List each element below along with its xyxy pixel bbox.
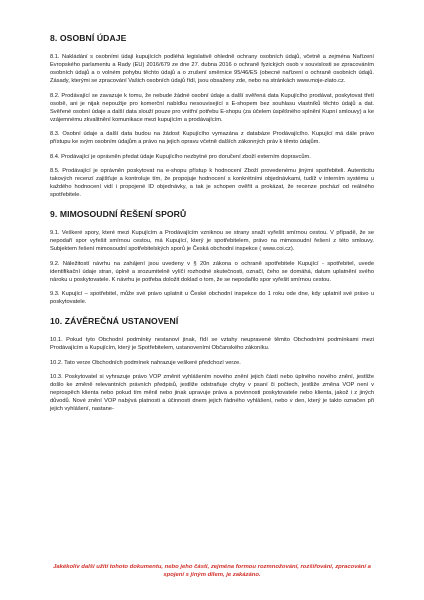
paragraph-8-4: 8.4. Prodávající je oprávněn předat údaje Kupujícího nezbytné pro doručení zboží externím dopravcům. bbox=[50, 153, 311, 160]
section-heading-final-provisions: 10. ZÁVĚREČNÁ USTANOVENÍ bbox=[50, 316, 179, 327]
paragraph-10-3: 10.3. Poskytovatel si vyhrazuje právo VOP změnit vyhlášením nového znění jejich částí nebo úplného nového znění, jestliže došlo ke změně relevantních právních předpisů, jestliže odstraňuje chyby v psaní či počtech, jestliže změna VOP není v neprospěch klienta nebo pokud tím měnil nebo jinak upravuje práva a povinnosti poskytovatele nebo klienta, jakož i z jiných důvodů. Nové znění VOP nabývá platnosti a účinnosti dnem jejich řádného vyhlášení, nebo v den, který je takto označen při jejich vyhlášení, nastane- bbox=[50, 373, 374, 413]
paragraph-9-1: 9.1. Veškeré spory, které mezi Kupujícím a Prodávajícím vzniknou se strany snaží vyřešit smírnou cestou. V případě, že se nepodaří spor vyřešit smírnou cestou, má Kupující, který je spotřebitelem, právo na mimosoudní řešení z této smlouvy. Subjektem řešení mimosoudní spotřebitelských sporů je Česká obchodní inspekce ( www.coi.cz). bbox=[50, 230, 374, 253]
paragraph-8-2: 8.2. Prodávající se zavazuje k tomu, že nebude žádné osobní údaje a další svěřená data Kupujícího prodávat, poskytovat třetí osobě, ani je nijak nepoužije pro komerční nabídku nesouvisející s E-shopem bez souhlasu vlastníků těchto údajů a dat. Svěřené osobní údaje a další data slouží pouze pro vnitřní potřebu E-shopu (za účelem úspěšného splnění Kupní smlouvy) a ke vzájemnému zkvalitnění komunikace mezi kupujícím a prodávajícím. bbox=[50, 92, 374, 123]
paragraph-9-3: 9.3. Kupující – spotřebitel, může své právo uplatnit u České obchodní inspekce do 1 roku ode dne, kdy uplatnil své právo u poskytovatele. bbox=[50, 291, 374, 306]
paragraph-10-2: 10.2. Tato verze Obchodních podmínek nahrazuje veškeré předchozí verze. bbox=[50, 359, 241, 366]
paragraph-8-3: 8.3. Osobní údaje a další data budou na žádost Kupujícího vymazána z databáze Prodávajícího. Kupující má dále právo přístupu ke svým osobním údajům a právo na jejich opravu včetně dalších zákonných práv k těmto údajům. bbox=[50, 131, 374, 146]
paragraph-10-1: 10.1. Pokud tyto Obchodní podmínky nestanoví jinak, řídí se vztahy neupravené těmito Obchodními podmínkami mezi Prodávajícím a Kupujícím, který je Spotřebitelem, ustanoveními Občanského zákoníku. bbox=[50, 337, 374, 352]
paragraph-8-1: 8.1. Nakládání s osobními údaji kupujících podléhá legislativě ohledně ochrany osobních údajů, včetně a zejména Nařízení Evropského parlamentu a Rady (EU) 2016/679 ze dne 27. dubna 2016 o ochraně fyzických osob v souvislosti se zpracováním osobních údajů a o volném pohybu těchto údajů a o zrušení směrnice 95/46/ES (obecné nařízení o ochraně osobních údajů. Zásady, kterými se zpracování Vašich osobních údajů řídí, jsou obsaženy zde, nebo na stránkách www.moje-zlato.cz. bbox=[50, 54, 374, 85]
paragraph-9-2: 9.2. Náležitostí návrhu na zahájení jsou uvedeny v § 20n zákona o ochraně spotřebitele Kupující - spotřebitel, uvede identifikační údaje stran, úplně a srozumitelně vylíčí rozhodné skutečnosti, označí, čeho se domáhá, datum uplatnění svého nároku u poskytovatele. K návrhu je potřeba doložit doklad o tom, že se nepodařilo spor vyřešit smírnou cestou. bbox=[50, 260, 374, 283]
paragraph-8-5: 8.5. Prodávající je oprávněn poskytovat na e-shopu přístup k hodnocení Zboží provedenému jinými spotřebiteli. Autenticitu takových recenzí zajišťuje a kontroluje tím, že propojuje hodnocení s konkrétními objednávkami, tudíž v interním systému u každého hodnocení vidí i propojené ID objednávky, a tak je schopen ověřit a prokázat, že recenze pochází od reálného spotřebitele. bbox=[50, 167, 374, 199]
section-heading-dispute-resolution: 9. MIMOSOUDNÍ ŘEŠENÍ SPORŮ bbox=[50, 209, 187, 220]
copyright-footer: Jakékoliv další užití tohoto dokumentu, nebo jeho částí, zejména formou rozmnožování, rozšiřování, zpracování a spojení s jiným dílem, je zakázáno. bbox=[53, 564, 371, 579]
section-heading-personal-data: 8. OSOBNÍ ÚDAJE bbox=[50, 33, 127, 43]
